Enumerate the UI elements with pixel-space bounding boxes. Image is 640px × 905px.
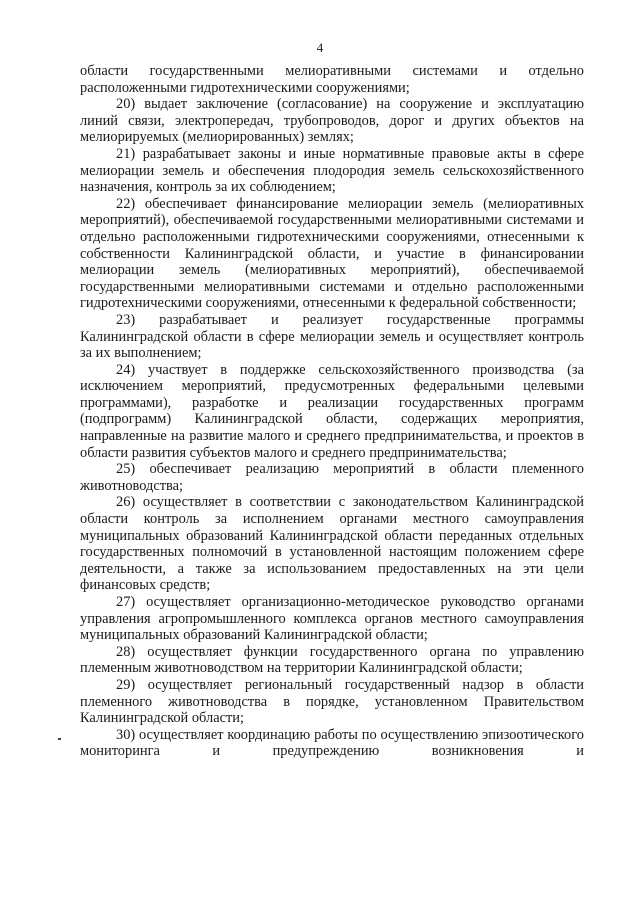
list-item-25: 25) обеспечивает реализацию мероприятий в области племенного животноводства; xyxy=(80,461,584,494)
document-body xyxy=(80,63,584,760)
list-item-21: 21) разрабатывает законы и иные нормативные правовые акты в сфере мелиорации земель и обеспечения плодородия земель сельскохозяйственного назначения, контроль за их соблюдением; xyxy=(80,145,584,196)
list-item-27: 27) осуществляет организационно-методическое руководство органами управления агропромышленного комплекса органов местного самоуправления муниципальных образований Калининградской области; xyxy=(80,594,584,644)
list-item-23: 23) разрабатывает и реализует государственные программы Калининградской области в сфере мелиорации земель и осуществляет контроль за их выполнением; xyxy=(80,311,584,362)
continuation-paragraph: области государственными мелиоративными системами и отдельно расположенными гидротехническими сооружениями; xyxy=(80,63,584,96)
list-item-22: 22) обеспечивает финансирование мелиорации земель (мелиоративных мероприятий), обеспечиваемой государственными мелиоративными системами и отдельно расположенными гидротехническими сооружениями, отнесенными к собственности Калининградской области, и участие в финансировании мелиорации земель (мелиоративных мероприятий), обеспечиваемой государственными мелиоративными системами и отдельно расположенными гидротехническими сооружениями, отнесенными к федеральной собственности; xyxy=(80,195,584,312)
list-item-28: 28) осуществляет функции государственного органа по управлению племенным животноводством на территории Калининградской области; xyxy=(80,643,584,677)
list-item-24: 24) участвует в поддержке сельскохозяйственного производства (за исключением мероприятий, предусмотренных федеральными целевыми программами), разработке и реализации государственных программ (подпрограмм) Калининградской области, содержащих мероприятия, направленные на развитие малого и среднего предпринимательства, и проектов в области развития субъектов малого и среднего предпринимательства; xyxy=(80,361,584,461)
list-item-29: 29) осуществляет региональный государственный надзор в области племенного животноводства в порядке, установленном Правительством Калининградской области; xyxy=(80,676,584,727)
margin-mark xyxy=(58,738,61,740)
list-item-30: 30) осуществляет координацию работы по осуществлению эпизоотического мониторинга и предупреждению возникновения и xyxy=(80,726,584,760)
list-item-20: 20) выдает заключение (согласование) на сооружение и эксплуатацию линий связи, электропередач, трубопроводов, дорог и других объектов на мелиорируемых (мелиорированных) землях; xyxy=(80,96,584,146)
list-item-26: 26) осуществляет в соответствии с законодательством Калининградской области контроль за исполнением органами местного самоуправления муниципальных образований Калининградской области переданных отдельных государственных полномочий в установленной настоящим положением сфере деятельности, а также за использованием предоставленных на эти цели финансовых средств; xyxy=(80,494,584,594)
page-number: 4 xyxy=(316,40,324,55)
